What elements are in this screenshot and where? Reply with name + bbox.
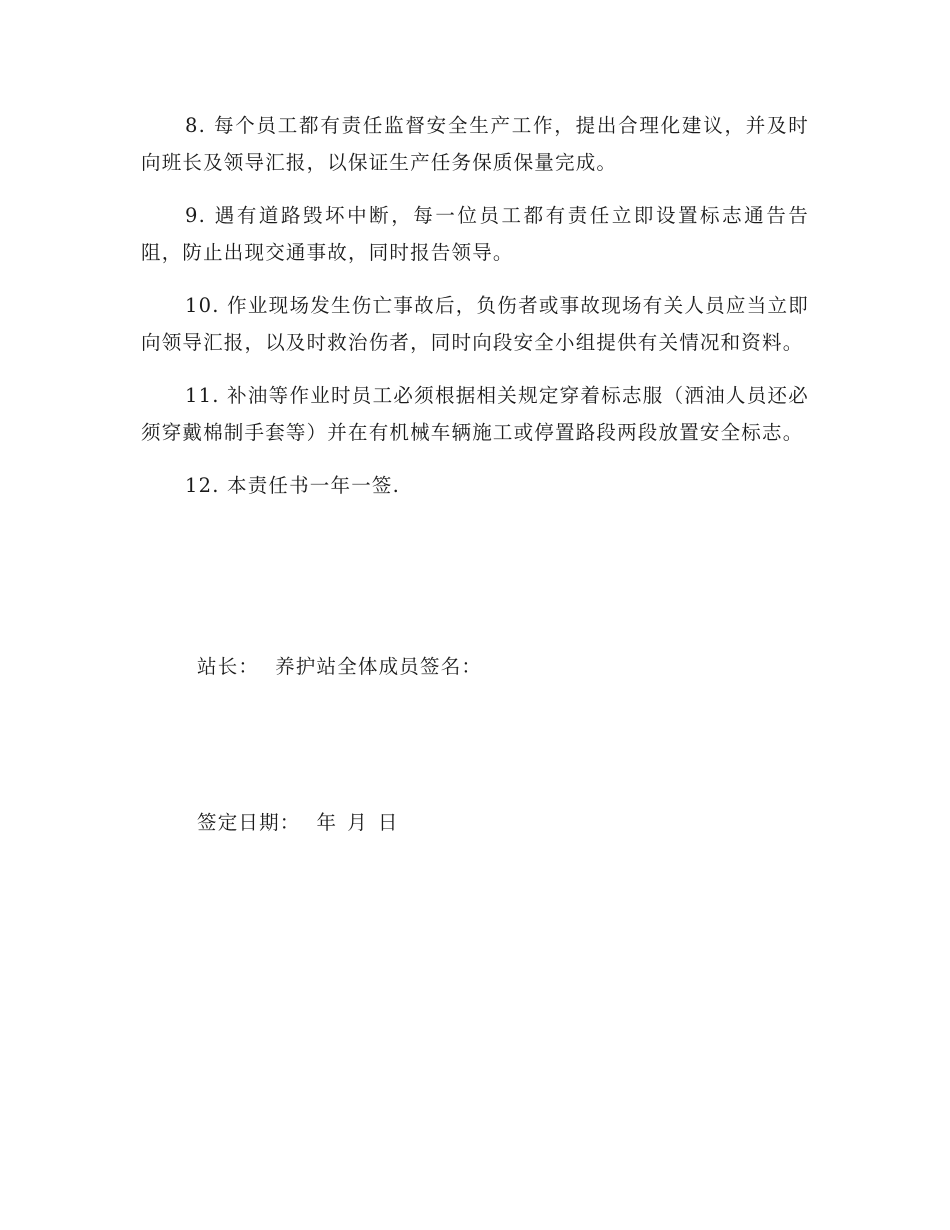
date-day: 日 [377,811,399,834]
station-master-label: 站长： [197,655,260,678]
signing-date-label: 签定日期： [197,811,301,834]
clause-8: 8. 每个员工都有责任监督安全生产工作，提出合理化建议，并及时向班长及领导汇报，以保证生产任务保质保量完成。 [141,114,809,174]
clause-10: 10. 作业现场发生伤亡事故后，负伤者或事故现场有关人员应当立即向领导汇报，以及时救治伤者，同时向段安全小组提供有关情况和资料。 [141,294,809,354]
date-month: 月 [347,811,368,834]
date-year: 年 [316,811,338,834]
signing-date-line [197,804,399,841]
members-signature-label: 养护站全体成员签名： [275,655,483,678]
clause-11: 11. 补油等作业时员工必须根据相关规定穿着标志服（洒油人员还必须穿戴棉制手套等）并在有机械车辆施工或停置路段两段放置安全标志。 [141,384,809,444]
clause-9: 9. 遇有道路毁坏中断，每一位员工都有责任立即设置标志通告告阻，防止出现交通事故，同时报告领导。 [141,204,809,264]
document-body [141,107,809,520]
signature-line [197,648,482,685]
clause-12: 12. 本责任书一年一签. [185,474,401,497]
